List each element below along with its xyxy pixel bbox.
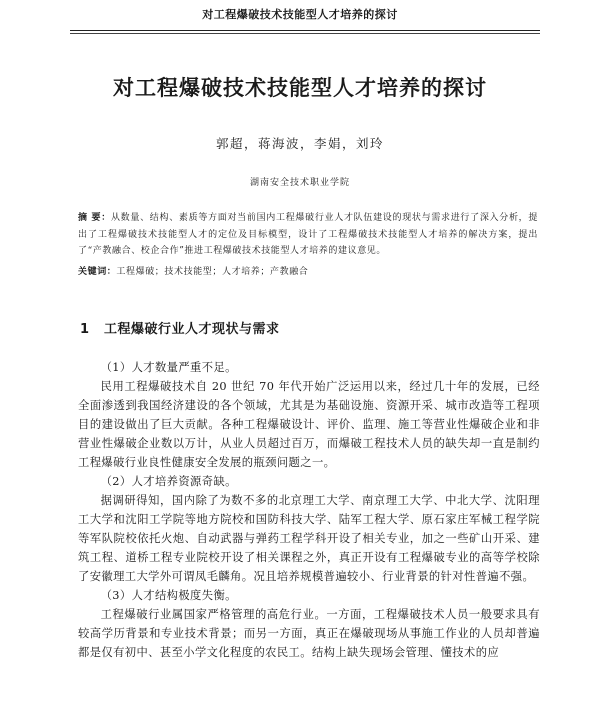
affiliation: 湖南安全技术职业学院 — [249, 178, 350, 188]
keywords-label: 关键词： — [78, 267, 117, 277]
paragraph-2: 据调研得知，国内除了为数不多的北京理工大学、南京理工大学、中北大学、沈阳理工大学和沈阳工学院等地方院校和国防科技大学、陆军工程大学、原石家庄军械工程学院等军队院校依托火炮、自动武器与弹药工程学科开设了相关专业，加之一些矿山开采、建筑工程、道桥工程专业院校开设了相关课程之外，真正开设有工程爆破专业的高等学校除了安徽理工大学外可谓凤毛麟角。况且培养规模普遍较小、行业背景的针对性普遍不强。 — [78, 494, 540, 583]
section-number: 1 — [80, 322, 90, 337]
section-heading — [80, 318, 540, 337]
subheading-2: （2）人才培养资源奇缺。 — [100, 475, 237, 488]
body-text — [78, 358, 540, 662]
keywords-text: 工程爆破；技术技能型；人才培养；产教融合 — [116, 267, 309, 277]
paragraph-3: 工程爆破行业属国家严格管理的高危行业。一方面，工程爆破技术人员一般要求具有较高学历背景和专业技术背景；而另一方面，真正在爆破现场从事施工作业的人员却普遍都是仅有初中、甚至小学文化程度的农民工。结构上缺失现场会管理、懂技术的应 — [78, 608, 540, 659]
section-title: 工程爆破行业人才现状与需求 — [104, 322, 280, 337]
abstract-text: 从数量、结构、素质等方面对当前国内工程爆破行业人才队伍建设的现状与需求进行了深入分析，提出了工程爆破技术技能型人才的定位及目标模型，设计了工程爆破技术技能型人才培养的解决方案，提出了“产教融合、校企合作”推进工程爆破技术技能型人才培养的建议意见。 — [78, 213, 538, 256]
subheading-1: （1）人才数量严重不足。 — [100, 361, 237, 374]
author-list: 郭超，蒋海波，李娟，刘玲 — [215, 136, 384, 151]
running-header: 对工程爆破技术技能型人才培养的探讨 — [202, 8, 398, 21]
abstract — [78, 210, 538, 260]
paper-title: 对工程爆破技术技能型人才培养的探讨 — [113, 76, 487, 100]
abstract-label: 摘 要： — [78, 213, 111, 223]
keywords — [78, 264, 538, 280]
header-rule-secondary — [70, 33, 540, 34]
subheading-3: （3）人才结构极度失衡。 — [100, 589, 237, 602]
header-rule — [70, 30, 540, 31]
paragraph-1: 民用工程爆破技术自 20 世纪 70 年代开始广泛运用以来，经过几十年的发展，已经全面渗透到我国经济建设的各个领域，尤其是为基础设施、资源开采、城市改造等工程项目的建设做出了巨大贡献。各种工程爆破设计、评价、监理、施工等营业性爆破企业和非营业性爆破企业数以万计，从业人员超过百万，而爆破工程技术人员的缺失却一直是制约工程爆破行业良性健康安全发展的瓶颈问题之一。 — [78, 380, 540, 469]
